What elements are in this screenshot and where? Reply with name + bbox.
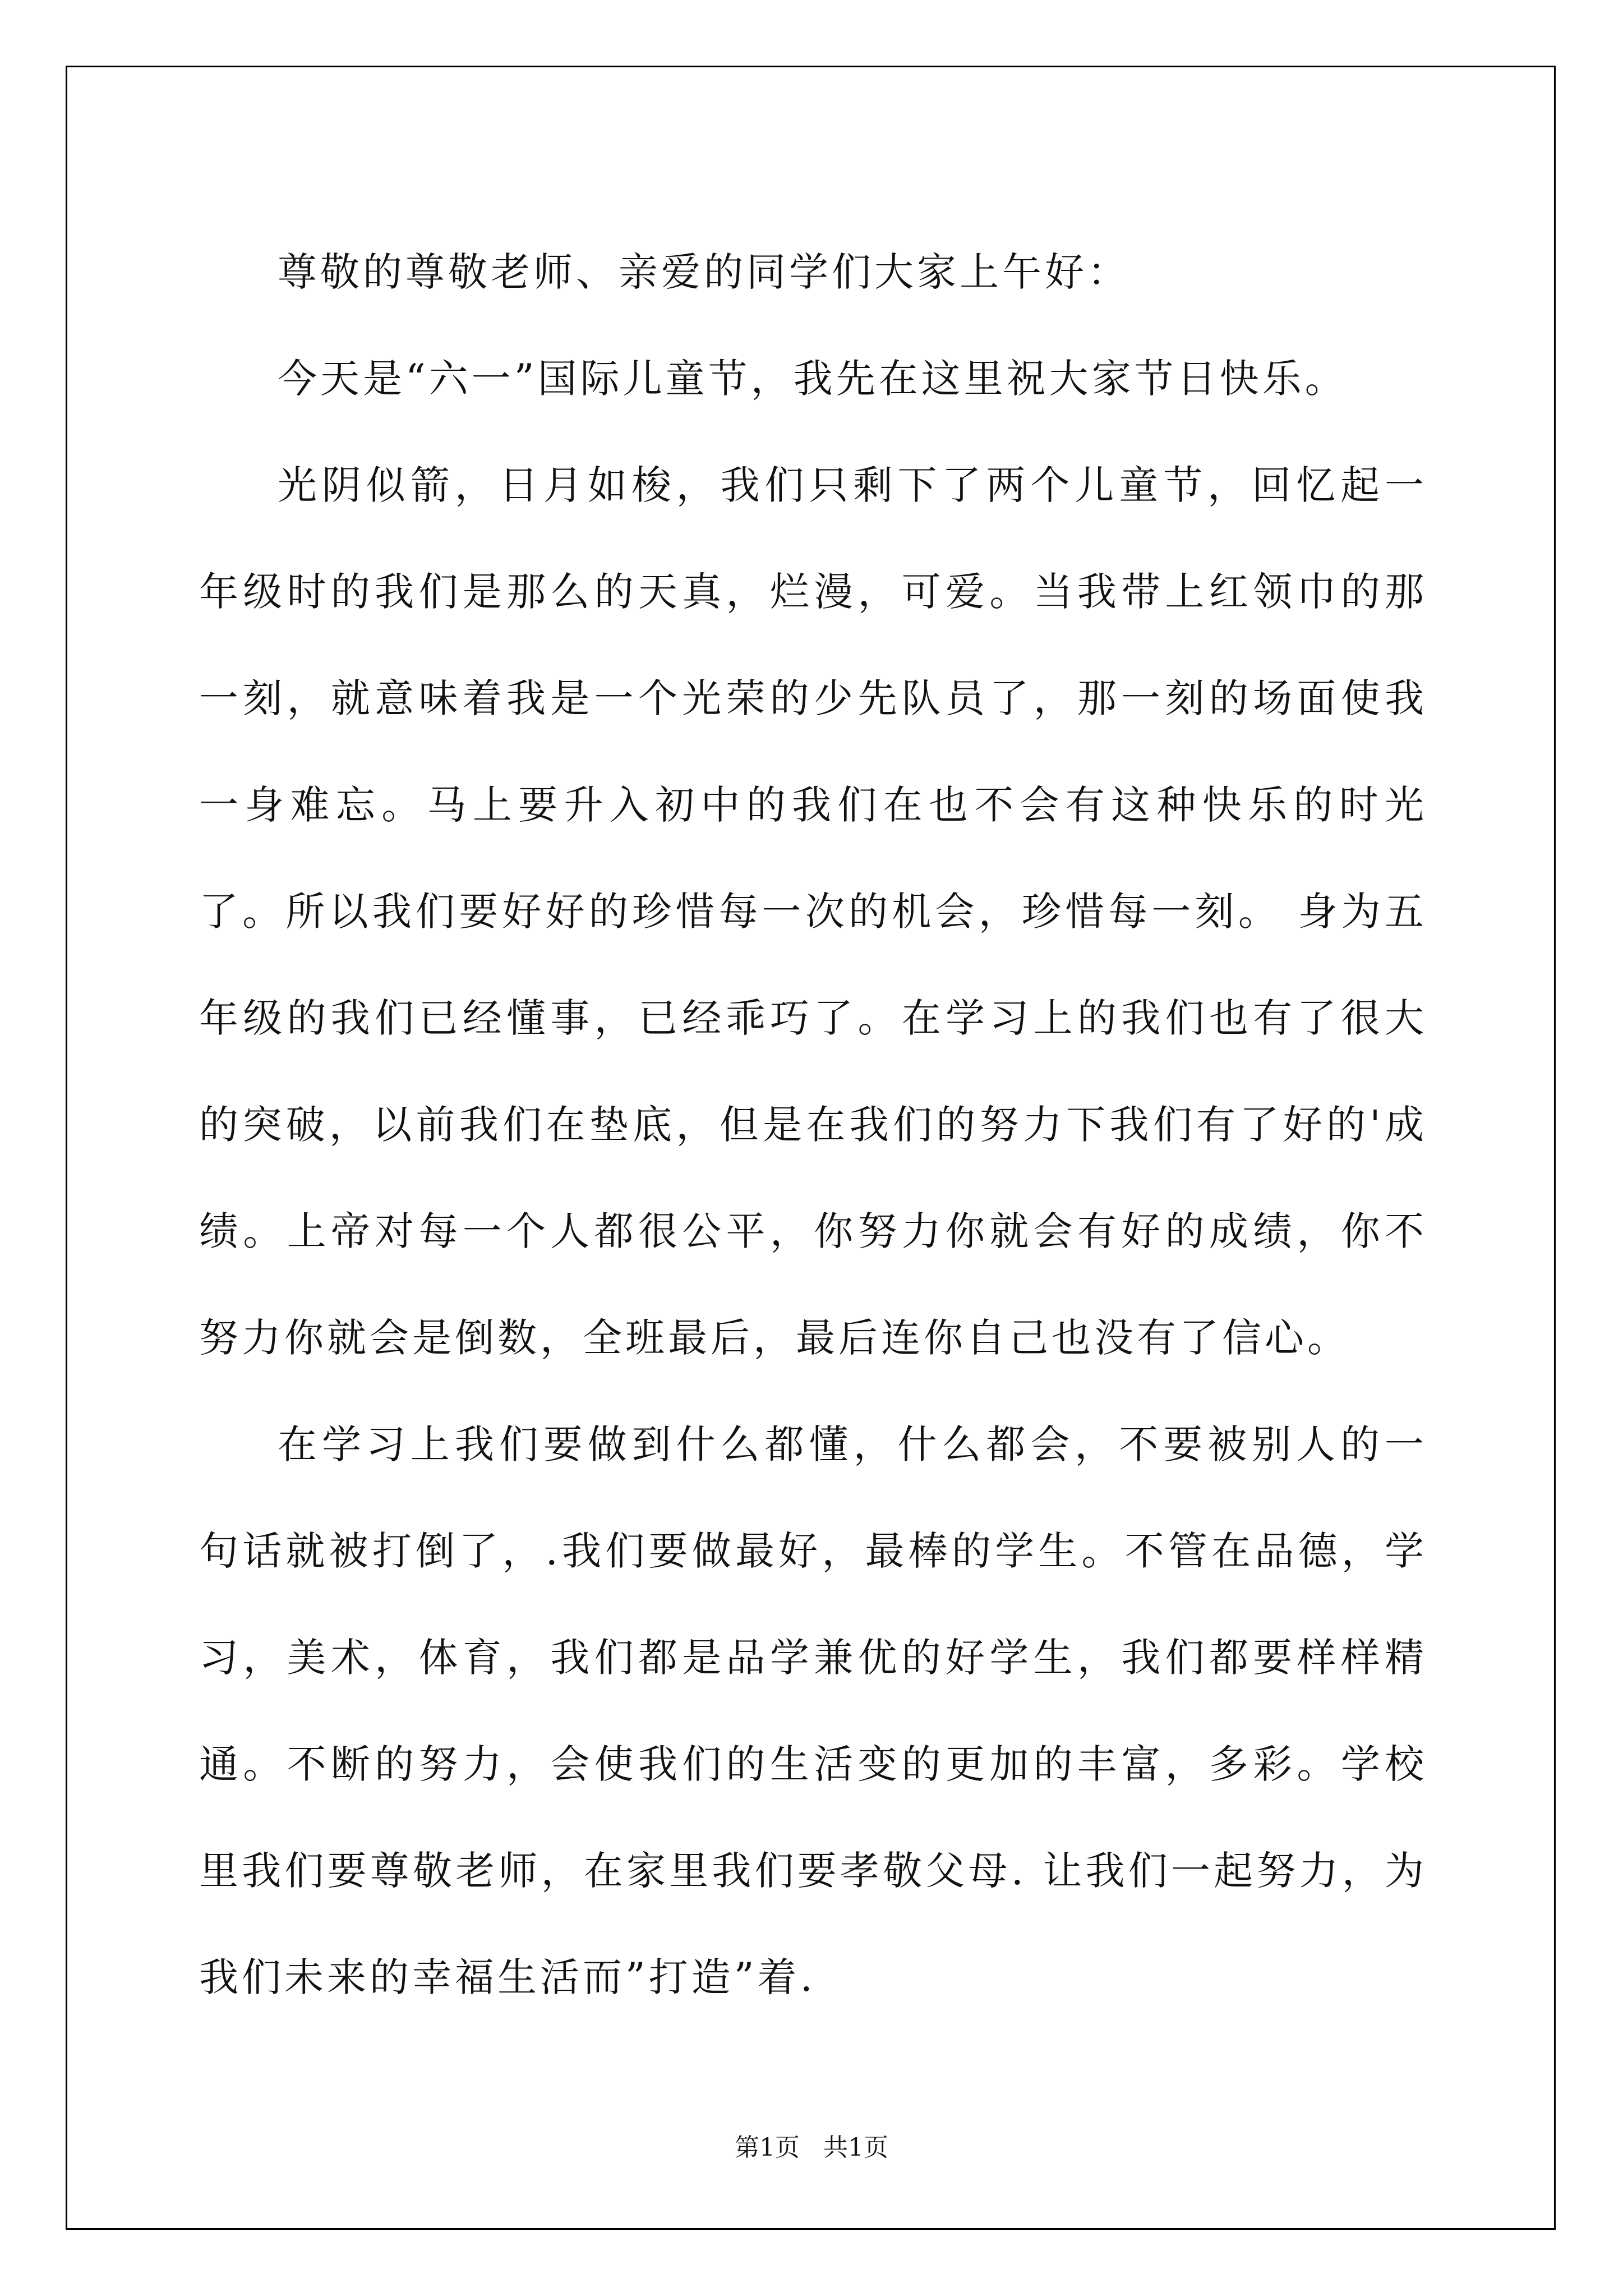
document-body [199,219,1427,2031]
paragraph-study: 在学习上我们要做到什么都懂，什么都会，不要被别人的一句话就被打倒了，.我们要做最好，最棒的学生。不管在品德，学习，美术，体育，我们都是品学兼优的好学生，我们都要样样精通。不断的努力，会使我们的生活变的更加的丰富，多彩。学校里我们要尊敬老师，在家里我们要孝敬父母. 让我们一起努力，为我们未来的幸福生活而”打造”着. [199,1421,1427,2000]
paragraph-intro: 今天是“六一”国际儿童节，我先在这里祝大家节日快乐。 [278,356,1348,402]
paragraph-greeting: 尊敬的尊敬老师、亲爱的同学们大家上午好： [278,249,1130,295]
page-number: 第1页 [735,2133,800,2162]
page-total: 共1页 [823,2133,888,2162]
paragraph-memories: 光阴似箭，日月如梭，我们只剩下了两个儿童节，回忆起一年级时的我们是那么的天真，烂漫，可爱。当我带上红领巾的那一刻，就意味着我是一个光荣的少先队员了，那一刻的场面使我一身难忘。马上要升入初中的我们在也不会有这种快乐的时光了。所以我们要好好的珍惜每一次的机会，珍惜每一刻。 身为五年级的我们已经懂事，已经乖巧了。在学习上的我们也有了很大的突破，以前我们在垫底，但是在我们的努力下我们有了好的'成绩。上帝对每一个人都很公平，你努力你就会有好的成绩，你不努力你就会是倒数，全班最后，最后连你自己也没有了信心。 [199,462,1427,1361]
page-footer [0,2127,1623,2163]
